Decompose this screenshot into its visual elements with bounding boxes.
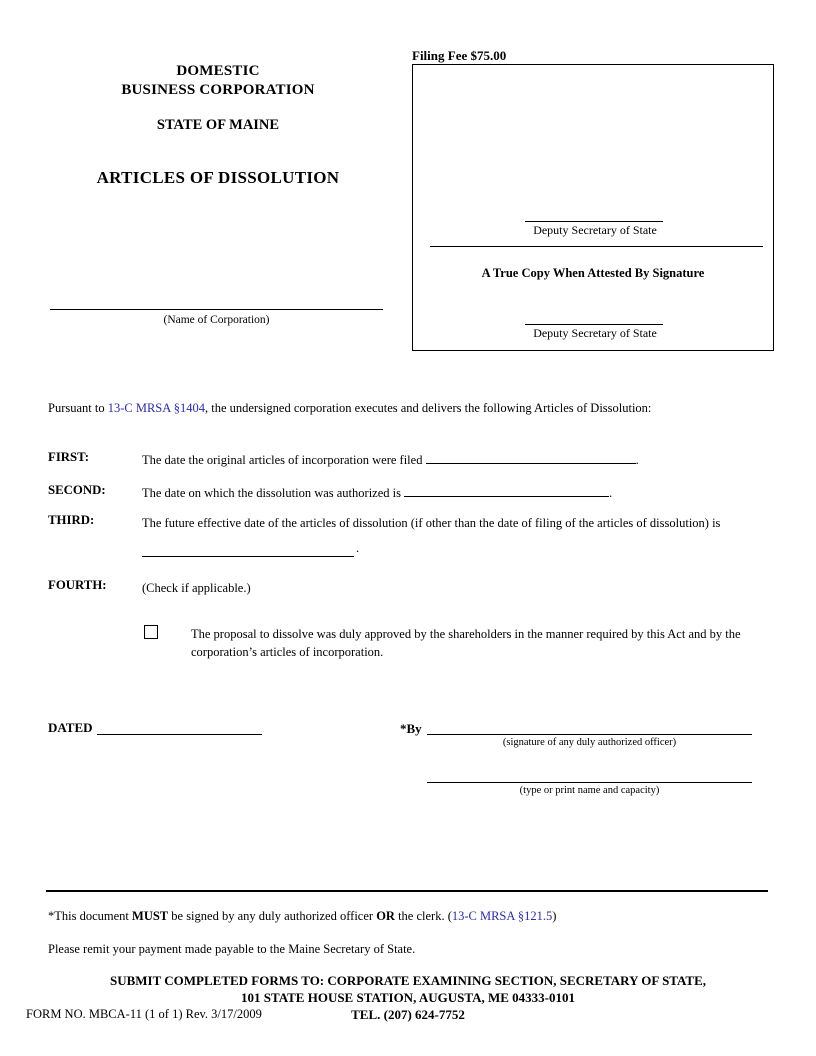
deputy-caption-2: Deputy Secretary of State	[533, 326, 657, 340]
footer-divider	[46, 890, 768, 892]
officer-name-caption: (type or print name and capacity)	[519, 785, 660, 796]
dated-field[interactable]	[97, 734, 262, 735]
article-text-third	[142, 513, 772, 534]
heading-state: STATE OF MAINE	[156, 117, 280, 133]
footnote-prefix: *This document	[48, 909, 133, 923]
article-first-prefix: The date the original articles of incorporation were filed	[142, 453, 426, 467]
footnote-signature-requirement	[48, 909, 556, 924]
article-third-prefix: The future effective date of the articles of dissolution (if other than the date of filing of the articles of dissolution) is	[142, 516, 721, 530]
article-text-fourth: (Check if applicable.)	[142, 581, 251, 595]
officer-name-field[interactable]	[427, 782, 752, 783]
attestation-box	[412, 64, 774, 351]
statute-link-1404[interactable]: 13-C MRSA §1404	[107, 401, 205, 415]
dated-label: DATED	[48, 720, 93, 735]
article-second-prefix: The date on which the dissolution was authorized is	[142, 486, 405, 500]
article-text-second	[142, 483, 772, 504]
footnote-suffix: )	[552, 909, 557, 923]
document-heading	[48, 62, 388, 188]
pursuant-prefix: Pursuant to	[48, 401, 108, 415]
article-second-suffix: .	[609, 486, 613, 500]
heading-line-2: BUSINESS CORPORATION	[121, 82, 315, 98]
attestation-text: A True Copy When Attested By Signature	[481, 266, 705, 280]
article-label-first: FIRST:	[48, 450, 90, 464]
corporation-name-caption: (Name of Corporation)	[163, 314, 270, 326]
article-third-suffix: .	[356, 541, 360, 555]
shareholder-approval-text: The proposal to dissolve was duly approved by the shareholders in the manner required by this Act and by the corporation’s articles of incorporation.	[191, 627, 741, 659]
article-second-blank[interactable]	[404, 496, 609, 497]
officer-signature-field[interactable]	[427, 734, 752, 735]
attestation-divider	[430, 246, 763, 247]
heading-line-1: DOMESTIC	[176, 63, 260, 79]
deputy-signature-rule-2	[525, 324, 663, 325]
footnote-mid: be signed by any duly authorized officer	[168, 909, 377, 923]
footnote-or: OR	[376, 909, 395, 923]
filing-fee-label: Filing Fee $75.00	[412, 48, 507, 63]
statute-link-121-5[interactable]: 13-C MRSA §121.5	[451, 909, 553, 923]
footnote-mid-2: the clerk. (	[394, 909, 452, 923]
form-number: FORM NO. MBCA-11 (1 of 1) Rev. 3/17/2009	[26, 1007, 262, 1021]
shareholder-approval-checkbox[interactable]	[144, 625, 158, 639]
pursuant-statement	[48, 401, 768, 416]
officer-signature-caption: (signature of any duly authorized officer)	[502, 737, 677, 748]
submit-line-2: 101 STATE HOUSE STATION, AUGUSTA, ME 04333-0101	[241, 990, 575, 1005]
article-label-second: SECOND:	[48, 483, 106, 497]
by-label: *By	[400, 721, 422, 736]
submit-line-3: TEL. (207) 624-7752	[351, 1007, 465, 1022]
pursuant-suffix: , the undersigned corporation executes and delivers the following Articles of Dissolution:	[204, 401, 652, 415]
deputy-signature-rule-1	[525, 221, 663, 222]
article-first-blank[interactable]	[426, 463, 636, 464]
deputy-caption-1: Deputy Secretary of State	[533, 223, 657, 237]
corporation-name-rule	[50, 309, 383, 310]
footnote-must: MUST	[132, 909, 169, 923]
article-third-blank[interactable]	[142, 556, 354, 557]
article-label-third: THIRD:	[48, 513, 95, 527]
page-title: ARTICLES OF DISSOLUTION	[96, 168, 340, 187]
article-first-suffix: .	[635, 453, 639, 467]
submit-line-1: SUBMIT COMPLETED FORMS TO: CORPORATE EXAMINING SECTION, SECRETARY OF STATE,	[109, 973, 707, 988]
article-label-fourth: FOURTH:	[48, 578, 107, 592]
article-text-first	[142, 450, 772, 471]
payment-instructions: Please remit your payment made payable to the Maine Secretary of State.	[48, 942, 416, 956]
